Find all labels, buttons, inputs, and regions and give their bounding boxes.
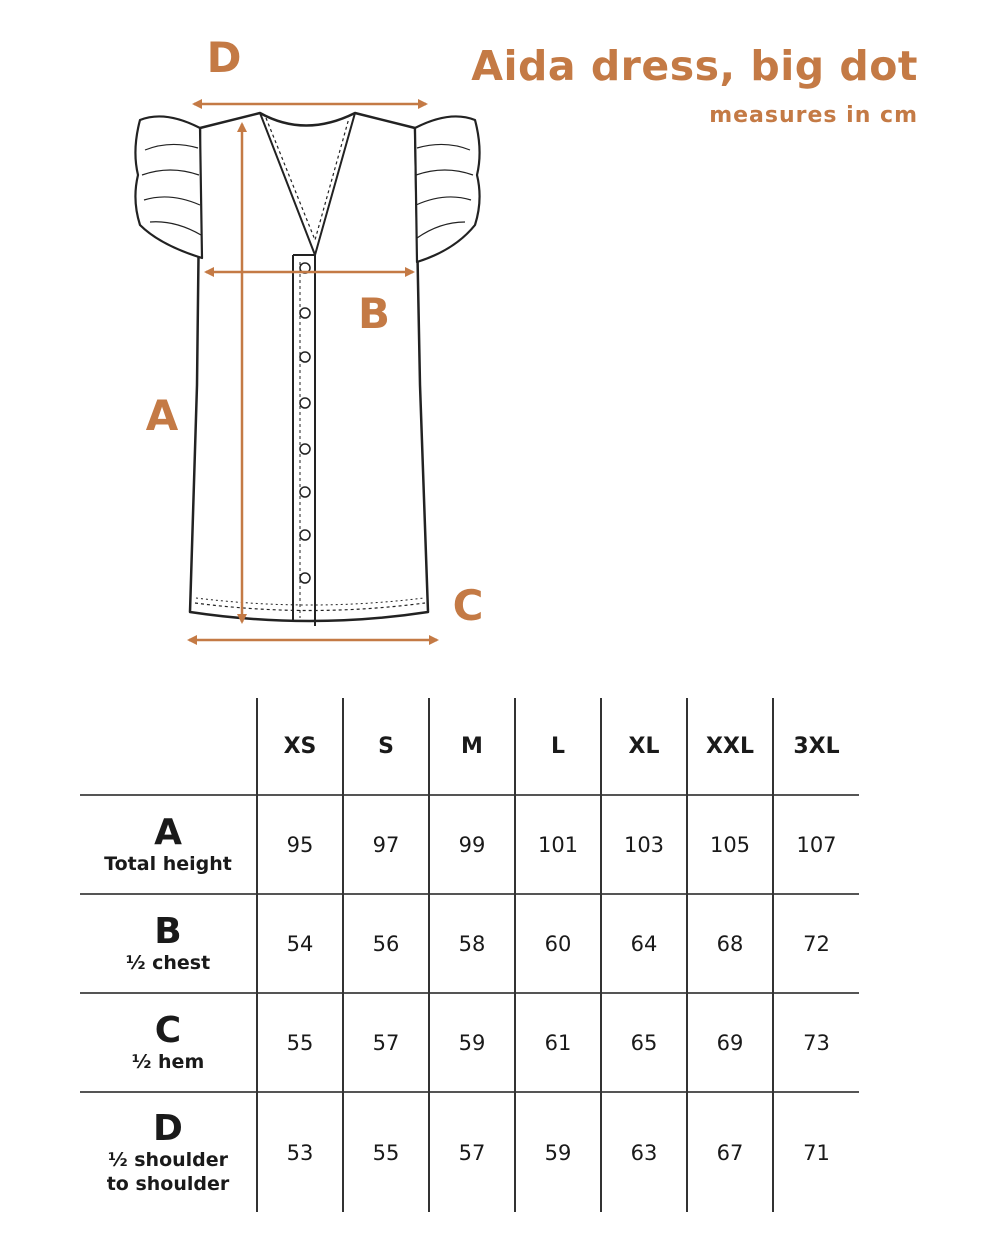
row-name: ½ shoulder to shoulder (106, 1148, 230, 1195)
row-header (80, 795, 257, 894)
table-cell: 68 (687, 894, 773, 993)
table-cell: 99 (429, 795, 515, 894)
row-header (80, 993, 257, 1092)
size-header: XXL (687, 698, 773, 795)
table-row (80, 1092, 859, 1212)
table-cell: 97 (343, 795, 429, 894)
dress-outline (190, 113, 428, 626)
table-cell: 58 (429, 894, 515, 993)
row-name: Total height (104, 852, 232, 875)
table-cell: 54 (257, 894, 343, 993)
table-row (80, 795, 859, 894)
right-ruffle-sleeve (415, 116, 480, 262)
table-cell: 55 (343, 1092, 429, 1212)
dress-diagram (0, 0, 560, 660)
left-ruffle-sleeve (135, 116, 202, 258)
label-b: B (357, 289, 391, 338)
page-subtitle: measures in cm (709, 103, 918, 128)
table-cell: 105 (687, 795, 773, 894)
table-cell: 60 (515, 894, 601, 993)
table-cell: 55 (257, 993, 343, 1092)
table-cell: 59 (429, 993, 515, 1092)
table-row (80, 894, 859, 993)
table-cell: 56 (343, 894, 429, 993)
row-letter: C (154, 1009, 182, 1051)
table-cell: 101 (515, 795, 601, 894)
size-header: XS (257, 698, 343, 795)
label-d: D (206, 33, 242, 82)
size-header-row (80, 698, 859, 795)
table-cell: 67 (687, 1092, 773, 1212)
table-cell: 63 (601, 1092, 687, 1212)
row-letter: D (153, 1107, 183, 1149)
corner-cell (80, 698, 257, 795)
row-name: ½ hem (131, 1050, 205, 1073)
table-cell: 71 (773, 1092, 859, 1212)
table-cell: 95 (257, 795, 343, 894)
table-cell: 103 (601, 795, 687, 894)
table-cell: 72 (773, 894, 859, 993)
size-header: M (429, 698, 515, 795)
size-table (80, 698, 859, 1212)
row-header (80, 894, 257, 993)
table-cell: 69 (687, 993, 773, 1092)
row-letter: B (154, 910, 182, 952)
label-a: A (145, 391, 179, 440)
size-header: S (343, 698, 429, 795)
table-cell: 53 (257, 1092, 343, 1212)
row-header (80, 1092, 257, 1212)
table-cell: 57 (429, 1092, 515, 1212)
size-header: 3XL (773, 698, 859, 795)
table-cell: 65 (601, 993, 687, 1092)
size-header: L (515, 698, 601, 795)
row-name: ½ chest (125, 951, 211, 974)
table-cell: 61 (515, 993, 601, 1092)
table-cell: 59 (515, 1092, 601, 1212)
table-row (80, 993, 859, 1092)
page-title: Aida dress, big dot (471, 42, 918, 90)
table-cell: 73 (773, 993, 859, 1092)
row-letter: A (154, 811, 182, 853)
label-c: C (452, 581, 484, 630)
table-cell: 107 (773, 795, 859, 894)
table-cell: 64 (601, 894, 687, 993)
table-cell: 57 (343, 993, 429, 1092)
size-header: XL (601, 698, 687, 795)
